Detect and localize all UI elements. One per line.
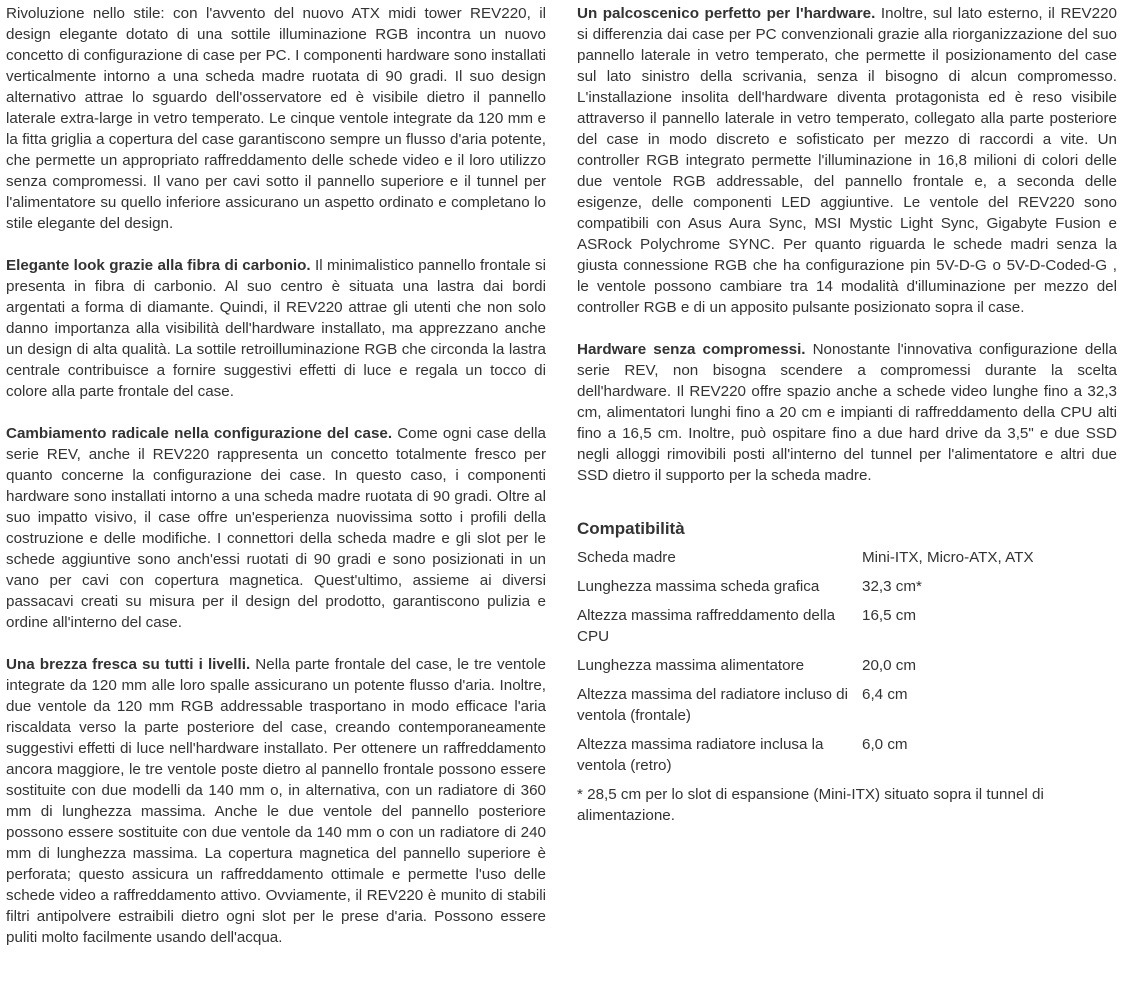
compat-value: 20,0 cm <box>862 657 917 674</box>
compat-label: Altezza massima del radiatore incluso di ventola (frontale) <box>577 686 848 724</box>
section-heading: Una brezza fresca su tutti i livelli. <box>6 656 251 673</box>
section-heading: Cambiamento radicale nella configurazione del case. <box>6 425 393 442</box>
compat-label: Lunghezza massima scheda grafica <box>577 578 820 595</box>
compat-value: 16,5 cm <box>862 607 917 624</box>
right-column <box>577 3 1117 826</box>
compat-value: Mini-ITX, Micro-ATX, ATX <box>862 549 1034 566</box>
section-heading: Elegante look grazie alla fibra di carbonio. <box>6 257 311 274</box>
compat-label: Lunghezza massima alimentatore <box>577 657 805 674</box>
section-text: Inoltre, sul lato esterno, il REV220 si differenzia dai case per PC convenzionali grazie alla riorganizzazione del suo pannello laterale in vetro temperato, che permette il posizionamento del case sul lato sinistro della scrivania, senza il bisogno di alcun compromesso. L'installazione insolita dell'hardware diventa protagonista ed è reso visibile attraverso il pannello laterale in vetro temperato, collegato alla parte posteriore del case in modo discreto e sofisticato per mezzo di raccordi a vite. Un controller RGB integrato permette l'illuminazione in 16,8 milioni di colori delle due ventole RGB addressable, del pannello frontale e, a seconda delle esigenze, delle componenti LED aggiuntive. Le ventole del REV220 sono compatibili con Asus Aura Sync, MSI Mystic Light Sync, Gigabyte Fusion e ASRock Polychrome SYNC. Per quanto riguarda le schede madri senza la giusta connessione RGB che ha configurazione pin 5V-D-G o 5V-D-Coded-G , le ventole possono cambiare tra 14 modalità d'illuminazione per mezzo del controller RGB e di un apposito pulsante posizionato sopra il case. <box>577 5 1118 316</box>
compat-value: 6,4 cm <box>862 686 908 703</box>
section-perfect-stage <box>577 3 1117 318</box>
table-row <box>577 655 1117 684</box>
intro-paragraph: Rivoluzione nello stile: con l'avvento del nuovo ATX midi tower REV220, il design elegante dotato di una sottile illuminazione RGB incontra un nuovo concetto di configurazione di case per PC. I componenti hardware sono installati verticalmente intorno a una scheda madre ruotata di 90 gradi. Il suo design alternativo attrae lo sguardo dell'osservatore ed è visibile dietro il pannello laterale extra-large in vetro temperato. Le cinque ventole integrate da 120 mm e la fitta griglia a copertura del case garantiscono sempre un flusso d'aria potente, che permette un appropriato raffreddamento delle schede video e il loro utilizzo senza compromessi. Il vano per cavi sotto il pannello superiore e il tunnel per l'alimentatore su quello inferiore assicurano un aspetto ordinato e completano lo stile elegante del design. <box>6 5 546 232</box>
section-text: Come ogni case della serie REV, anche il REV220 rappresenta un concetto totalmente fresco per quanto concerne la configurazione dei case. In questo caso, i componenti hardware sono installati intorno a una scheda madre ruotata di 90 gradi. Oltre al suo impatto visivo, il case offre un'esperienza nuovissima sotto i profili della costruzione e delle modifiche. I connettori della scheda madre e gli slot per le schede aggiuntive sono anch'essi ruotati di 90 gradi e sono posizionati in un vano per cavi con copertura magnetica. Quest'ultimo, assieme ai diversi passacavi creati su misura per il design del prodotto, garantiscono pulizia e ordine all'interno del case. <box>6 425 547 631</box>
compat-value: 6,0 cm <box>862 736 908 753</box>
section-carbon-fiber <box>6 255 546 402</box>
section-heading: Un palcoscenico perfetto per l'hardware. <box>577 5 876 22</box>
table-row <box>577 547 1117 576</box>
section-no-compromise-hardware <box>577 339 1117 486</box>
table-row <box>577 734 1117 784</box>
section-text: Nonostante l'innovativa configurazione della serie REV, non bisogna scendere a compromessi durante la scelta dell'hardware. Il REV220 offre spazio anche a schede video lunghe fino a 32,3 cm, alimentatori lunghi fino a 20 cm e impianti di raffreddamento della CPU alti fino a 16,5 cm. Inoltre, può ospitare fino a due hard drive da 3,5" e due SSD negli alloggi rimovibili posti all'interno del tunnel per l'alimentatore e altri due SSD dietro il supporto per la scheda madre. <box>577 341 1117 484</box>
table-row <box>577 576 1117 605</box>
compat-value: 32,3 cm* <box>862 578 922 595</box>
table-row <box>577 605 1117 655</box>
compatibility-table <box>577 547 1117 784</box>
section-heading: Hardware senza compromessi. <box>577 341 806 358</box>
table-row <box>577 684 1117 734</box>
left-column <box>6 3 546 969</box>
compat-label: Altezza massima radiatore inclusa la ventola (retro) <box>577 736 824 774</box>
compat-label: Scheda madre <box>577 549 676 566</box>
section-fresh-breeze <box>6 654 546 948</box>
section-radical-change <box>6 423 546 633</box>
compatibility-footnote: * 28,5 cm per lo slot di espansione (Mini-ITX) situato sopra il tunnel di alimentazione. <box>577 786 1044 824</box>
section-text: Nella parte frontale del case, le tre ventole integrate da 120 mm alle loro spalle assicurano un potente flusso d'aria. Inoltre, due ventole da 120 mm RGB addressable trasportano in modo efficace l'aria riscaldata verso la parte posteriore del case, creando contemporaneamente suggestivi effetti di luce nell'hardware installato. Per ottenere un raffreddamento ancora maggiore, le tre ventole poste dietro al pannello frontale possono essere sostituite con due modelli da 140 mm o, in alternativa, con un radiatore di 360 mm di lunghezza massima. Anche le due ventole del pannello posteriore possono essere sostituite con due ventole da 140 mm o con un radiatore di 240 mm di lunghezza massima. La copertura magnetica del pannello superiore è perforata; questo assicura un raffreddamento ottimale e permette l'uso delle schede video a raffreddamento attivo. Ovviamente, il REV220 è munito di stabili filtri antipolvere estraibili dietro ogni slot per le prese d'aria. Possono essere puliti molto facilmente usando dell'acqua. <box>6 656 546 946</box>
compat-label: Altezza massima raffreddamento della CPU <box>577 607 836 645</box>
section-text: Il minimalistico pannello frontale si presenta in fibra di carbonio. Al suo centro è situata una lastra dai bordi argentati a forma di diamante. Quindi, il REV220 attrae gli utenti che non solo danno importanza alla visibilità dell'hardware installato, ma apprezzano anche un design di alta qualità. La sottile retroilluminazione RGB che circonda la lastra centrale contribuisce a fornire suggestivi effetti di luce e regala un tocco di colore alla parte frontale del case. <box>6 257 547 400</box>
compatibility-title: Compatibilità <box>577 519 685 538</box>
